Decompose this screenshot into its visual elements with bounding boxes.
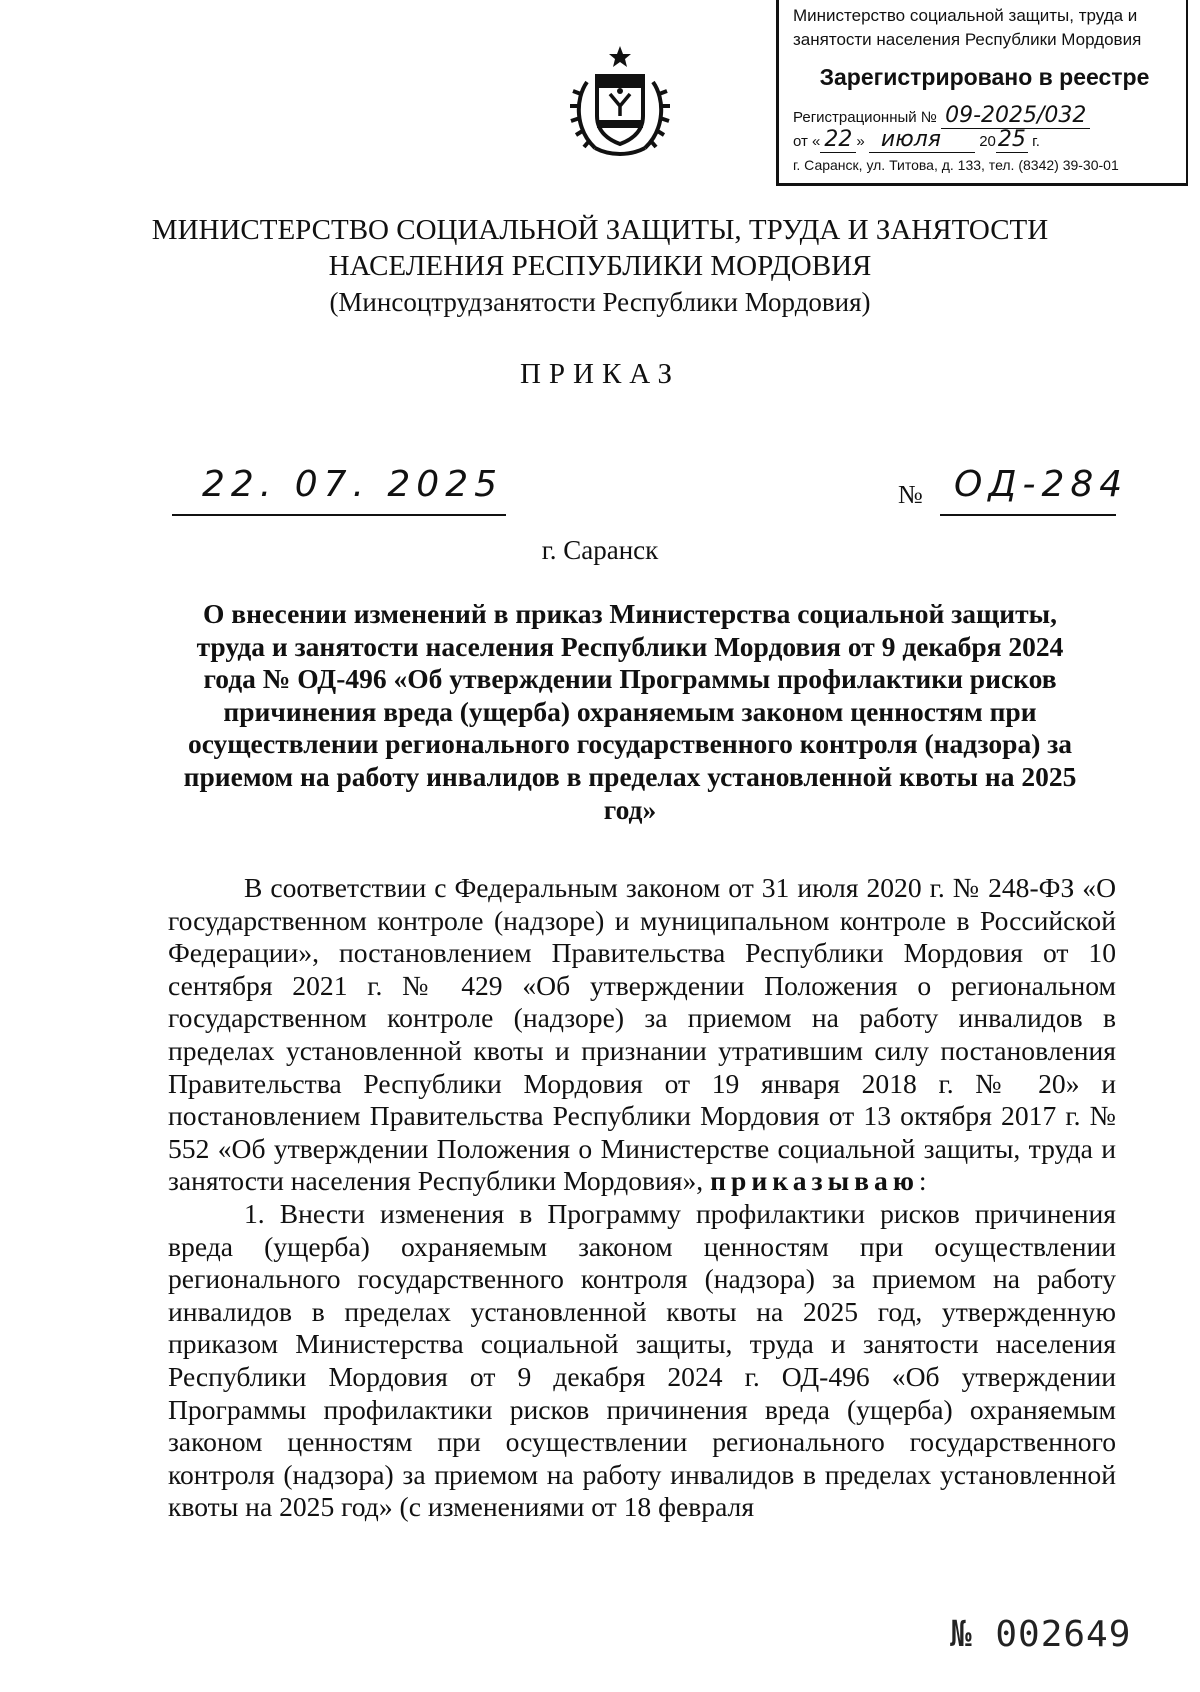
decree-word: приказываю [710, 1165, 919, 1197]
stamp-day-value: 22 [820, 127, 856, 153]
ministry-name-line2: НАСЕЛЕНИЯ РЕСПУБЛИКИ МОРДОВИЯ [328, 250, 872, 282]
ministry-header [100, 212, 1100, 320]
body-paragraph-item-1: 1. Внести изменения в Программу профилактики рисков причинения вреда (ущерба) охраняемым законом ценностям при осуществлении регионального государственного контроля (надзора) за приемом на работу инвалидов в пределах установленной квоты на 2025 год, утвержденную приказом Министерства социальной защиты, труда и занятости населения Республики Мордовия от 9 декабря 2024 г. ОД-496 «Об утверждении Программы профилактики рисков причинения вреда (ущерба) охраняемым законом ценностям при осуществлении регионального государственного контроля (надзора) за приемом на работу инвалидов в пределах установленной квоты на 2025 год» (с изменениями от 18 февраля [168, 1197, 1116, 1523]
ministry-short-name: (Минсоцтрудзанятости Республики Мордовия) [329, 287, 871, 317]
stamp-ministry-line2: занятости населения Республики Мордовия [793, 30, 1142, 49]
stamp-month-value: июля [869, 127, 975, 153]
order-number-handwritten: ОД-284 [954, 464, 1129, 505]
stamp-from-label: от « [793, 133, 821, 150]
body-paragraph-preamble [168, 872, 1116, 1198]
order-body [168, 872, 1116, 1524]
order-number-line [940, 464, 1129, 516]
order-number-field [898, 464, 1129, 514]
stamp-year-prefix: 20 [979, 133, 996, 150]
stamp-ministry-line1: Министерство социальной защиты, труда и [793, 6, 1138, 25]
stamp-registered-title: Зарегистрировано в реестре [819, 64, 1150, 90]
coat-of-arms-icon [565, 44, 675, 162]
order-subject: О внесении изменений в приказ Министерства социальной защиты, труда и занятости населения Республики Мордовия от 9 декабря 2024 года № ОД-496 «Об утверждении Программы профилактики рисков причинения вреда (ущерба) охраняемым законом ценностям при осуществлении регионального государственного контроля (надзора) за приемом на работу инвалидов в пределах установленной квоты на 2025 год» [183, 598, 1077, 825]
stamp-reg-number-label: Регистрационный № [793, 109, 937, 126]
order-date-handwritten: 22. 07. 2025 [202, 464, 504, 505]
decree-colon: : [918, 1165, 927, 1197]
stamp-year-suffix: г. [1032, 133, 1040, 150]
stamp-address: г. Саранск, ул. Титова, д. 133, тел. (8342) 39-30-01 [793, 157, 1119, 173]
stamp-day-close: » [856, 133, 865, 150]
document-serial-number: № 002649 [950, 1614, 1132, 1655]
order-title: ПРИКАЗ [519, 358, 681, 390]
order-date-field [172, 464, 506, 516]
body-paragraph-preamble-text: В соответствии с Федеральным законом от 31 июля 2020 г. № 248-ФЗ «О государственном контроле (надзоре) и муниципальном контроле в Российской Федерации», постановлением Правительства Республики Мордовия от 10 сентября 2021 г. № 429 «Об утверждении Положения о региональном государственном контроле (надзоре) за приемом на работу инвалидов в пределах установленной квоты и признании утратившим силу постановления Правительства Республики Мордовия от 19 января 2018 г. № 20» и постановлением Правительства Республики Мордовия от 13 октября 2017 г. № 552 «Об утверждении Положения о Министерстве социальной защиты, труда и занятости населения Республики Мордовия», [168, 872, 1116, 1197]
city-name: г. Саранск [541, 535, 659, 565]
ministry-name-line1: МИНИСТЕРСТВО СОЦИАЛЬНОЙ ЗАЩИТЫ, ТРУДА И ЗАНЯТОСТИ [151, 214, 1049, 246]
stamp-year-value: 25 [997, 127, 1026, 152]
stamp-date-row [793, 129, 1176, 153]
stamp-reg-number-row [793, 105, 1176, 129]
stamp-reg-number-value: 09-2025/032 [941, 103, 1090, 129]
registration-stamp [776, 0, 1188, 186]
order-number-sign: № [898, 480, 923, 509]
